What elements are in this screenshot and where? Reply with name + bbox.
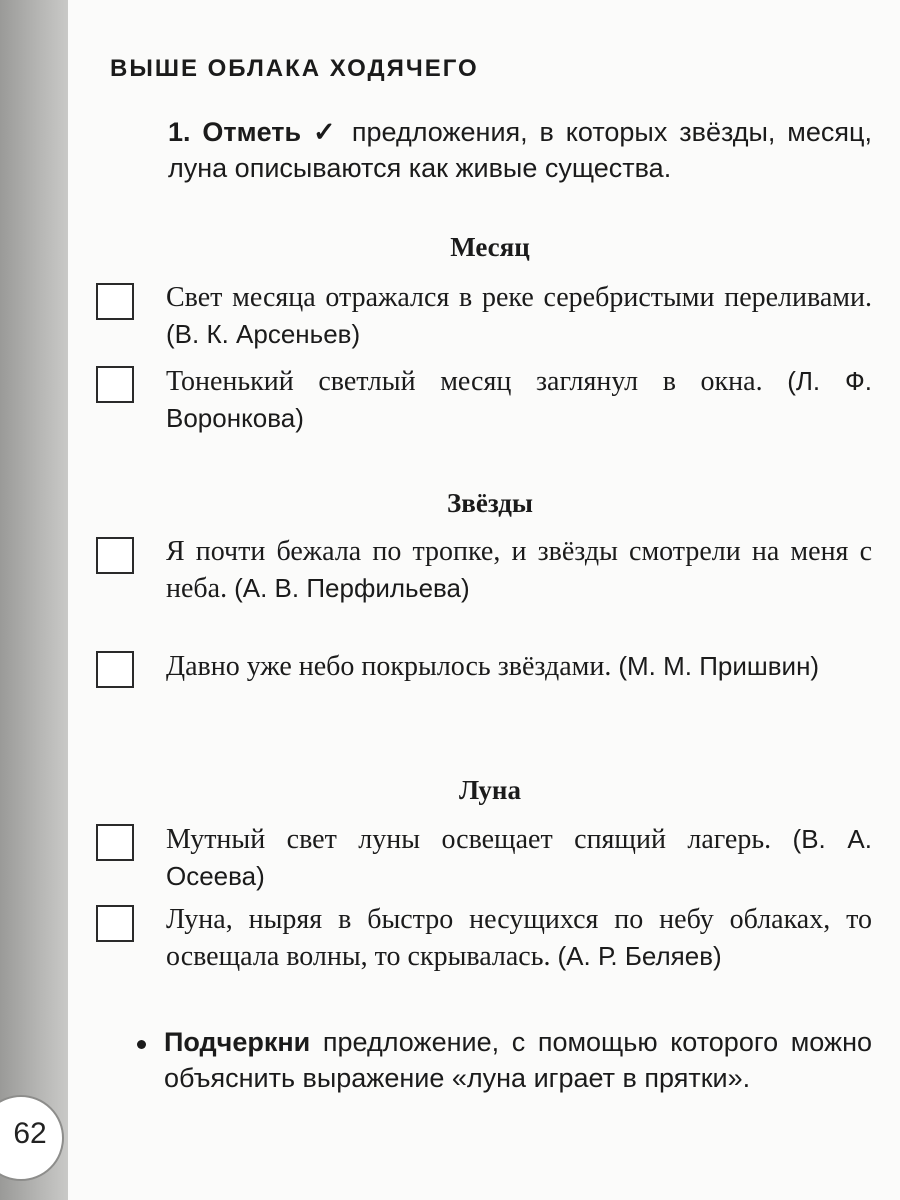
task-number-verb: 1. Отметь: [168, 117, 302, 147]
sentence-text: Мутный свет луны освещает спящий лагерь.: [166, 824, 772, 855]
sentence-author: (А. В. Перфильева): [234, 573, 470, 603]
checkbox[interactable]: [96, 537, 134, 574]
sentence-author: (В. К. Арсеньев): [166, 319, 361, 349]
sentence-text: Тоненький светлый месяц заглянул в окна.: [166, 366, 763, 397]
checkbox[interactable]: [96, 283, 134, 320]
sentence-text: Я почти бежала по тропке, и звёзды смотрели на меня с неба.: [166, 536, 872, 604]
bullet-text: предложение, с помощью которого можно объяснить выражение «луна играет в прятки».: [164, 1027, 872, 1093]
section-heading-mesyats: Месяц: [450, 232, 530, 262]
left-margin-band: [0, 0, 68, 1200]
sentence-author: (А. Р. Беляев): [557, 941, 722, 971]
check-mark-icon: ✓: [312, 117, 340, 147]
sentence-text: Луна, ныряя в быстро несущихся по небу облаках, то освещала волны, то скрывалась.: [166, 904, 872, 972]
sentence-text: Давно уже небо покрылось звёздами.: [166, 651, 612, 682]
checkbox[interactable]: [96, 651, 134, 688]
task-instruction: [168, 114, 872, 186]
task-text: предложения, в которых звёзды, месяц, луна описываются как живые существа.: [168, 117, 872, 183]
sentence-author: (Л. Ф. Воронкова): [166, 366, 872, 433]
sentence-text: Свет месяца отражался в реке серебристыми переливами.: [166, 282, 872, 313]
sentence-author: (В. А. Осеева): [166, 824, 872, 891]
bullet-icon: [137, 1040, 146, 1049]
sentence-author: (М. М. Пришвин): [618, 651, 820, 681]
bullet-instruction: [164, 1024, 872, 1096]
section-heading-luna: Луна: [458, 775, 521, 805]
bullet-verb: Подчеркни: [164, 1027, 311, 1057]
page-title: ВЫШЕ ОБЛАКА ХОДЯЧЕГО: [110, 55, 479, 82]
page-number: 62: [13, 1117, 47, 1150]
checkbox[interactable]: [96, 824, 134, 861]
checkbox[interactable]: [96, 366, 134, 403]
checkbox[interactable]: [96, 905, 134, 942]
section-heading-zvezdy: Звёзды: [447, 488, 533, 518]
